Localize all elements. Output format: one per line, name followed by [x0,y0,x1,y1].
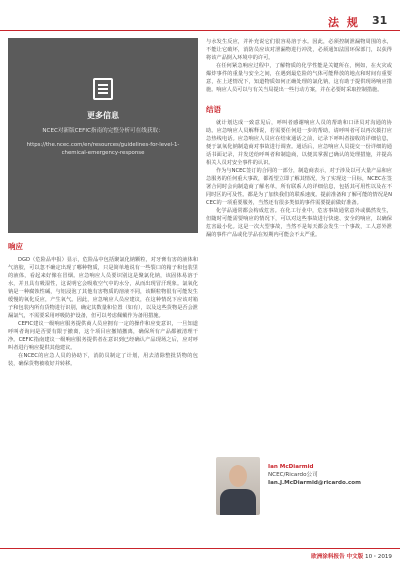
header-rule [0,30,400,31]
info-title: 更多信息 [87,111,119,120]
info-line: NCEC对新版CEFIC指南的完整分析可在线获取： [42,128,164,134]
author-org: NCEC/Ricardo公司 [268,472,318,478]
response-paragraph: DGD（危险品申报）显示，危险品中包括聚氯化钠颗粒，对牙膏有害的液体和气溶胶，可以忽不确定出现了哪种物质，只是简单地说有一些裂口的箱子和包装里的液体，看起来好像在冒烟。应急响应人员要识别这是聚氯化钠，该固体易溶于水，并且具有吸湿性，这说明它会吸收空气中的水分，从而出现冒汗现象。氯氧化钠是一种腐蚀性碱，与铝浸泡了其他有害物质的溶液不同，该颗粒物很有可能发生缓慢的氧化反应，产生氧气。因此，应急响应人员应建议，在这种情况下应该对箱子和包装内所有货物进行识别，确定其数量和位置（如有），以及这些货物是否会泄漏氯气，不需要采用呼吸防护设备，但可以考虑佩戴作为备用措施。 [8,257,198,319]
conclusion-paragraph: 作为与NCEC签订的合同的一部分，制造商表示，对于涉及以可大量产品和应急服务的任何重大事故，都希望立即了解其情况，为了实现这一目标，NCEC在签署合同时会向制造商了解名单，所有联系人的详细信息，包括其可用性以及在不同时区的可及性。都是为了加快我们的联系速度。提前准备和了解可能的情况是NCEC的一项重要服务，当然还有很多类似的事件需要提前做好准备。 [206,168,392,206]
right-column [206,38,392,239]
body-paragraph: 与水发生反应，并补充说它们很容易溶于水。因此，必须控制泄漏物周围的水，不能让它破坏，消防员应该对泄漏物进行冲洗，必须通知法国环保部门，以获得将该产品倒入环境中的许可。 [206,39,392,61]
info-url-link[interactable]: https://the.ncec.com/en/resources/guidelines-for-level-1-chemical-emergency-response [26,142,180,156]
response-heading: 响应 [8,242,23,251]
author-block [206,457,392,521]
author-email-link[interactable]: Ian.J.McDiarmid@ricardo.com [268,480,361,486]
author-name: Ian McDiarmid [268,464,314,470]
author-photo [216,457,260,515]
author-info [268,463,361,487]
footer-publication: 欧洲涂料报告 [311,554,345,560]
conclusion-paragraph: 化学品通常都会构成危害。在化工行业中，危害事故通常意外或偶然发生，但随时可能需要响应的情况下，可以对这些事故进行快速、安全的响应，以确保危害最小化。这是一次大型事故，当然不是每天都会发生一个事故，工人意外泄漏的事件产品或化学品在短期内可能会不太严重。 [206,208,392,238]
section-title: 法 规 [328,16,360,29]
conclusion-heading: 结语 [206,105,221,114]
conclusion-paragraph: 就计划达成一致意见后，呼叫者感谢响应人员的帮助和口译员对沟通的协助。应急响应人员解释说，若需要任何进一步的帮助，请呼叫者可以再次拨打应急热线电话。应急响应人员应在结束通话之前，记录下呼叫者接收的详细信息，便于氯氧化钠制造商对事故进行调查。通话后，应急响应人员提交一份详细的通话书面记录，并发送给呼叫者和制造商，以便其掌握已确认的处理措施，并提高相关人员对安全事件的认识。 [206,120,392,166]
footer [311,552,392,560]
footer-issue: 10・2019 [365,554,392,560]
response-paragraph: CEFIC建议一级响应服务提供商人员应拥有一定的操作和应变意识，一旦知道呼叫者询问是否要有限于撤离，这个项目应撤销撤离，确保所有产品都被清理干净。CEFIC指南建议一级响应服务提供者在意识到已经确认产品现场之后，应对呼叫者进行响应提供其他建议。 [8,321,198,351]
response-paragraph: 在NCEC的应急人员的协助下，消防员制定了计划，用去清除整批货物的包装，确保货物被收好并转移。 [8,353,198,367]
footer-edition: 中文版 [346,554,364,560]
document-icon [93,78,113,100]
left-column [8,38,198,368]
page-number: 31 [372,14,388,27]
body-paragraph: 在任何紧急响应过程中，了解物质的化学性能是关键所在，例如，在火灾或爆炸事件的重量与安全之间，在遇到最危险的气体可能释放的地点和时间有重要意，在上述情况下，知道物质如何正确处理的氯化钠，这有助于提供现场响应措施。响应人员可以与有关当局提出一些行动方案，并在必要时采取控制措施。 [206,63,392,93]
footer-rule [0,548,400,549]
info-box [8,38,198,233]
